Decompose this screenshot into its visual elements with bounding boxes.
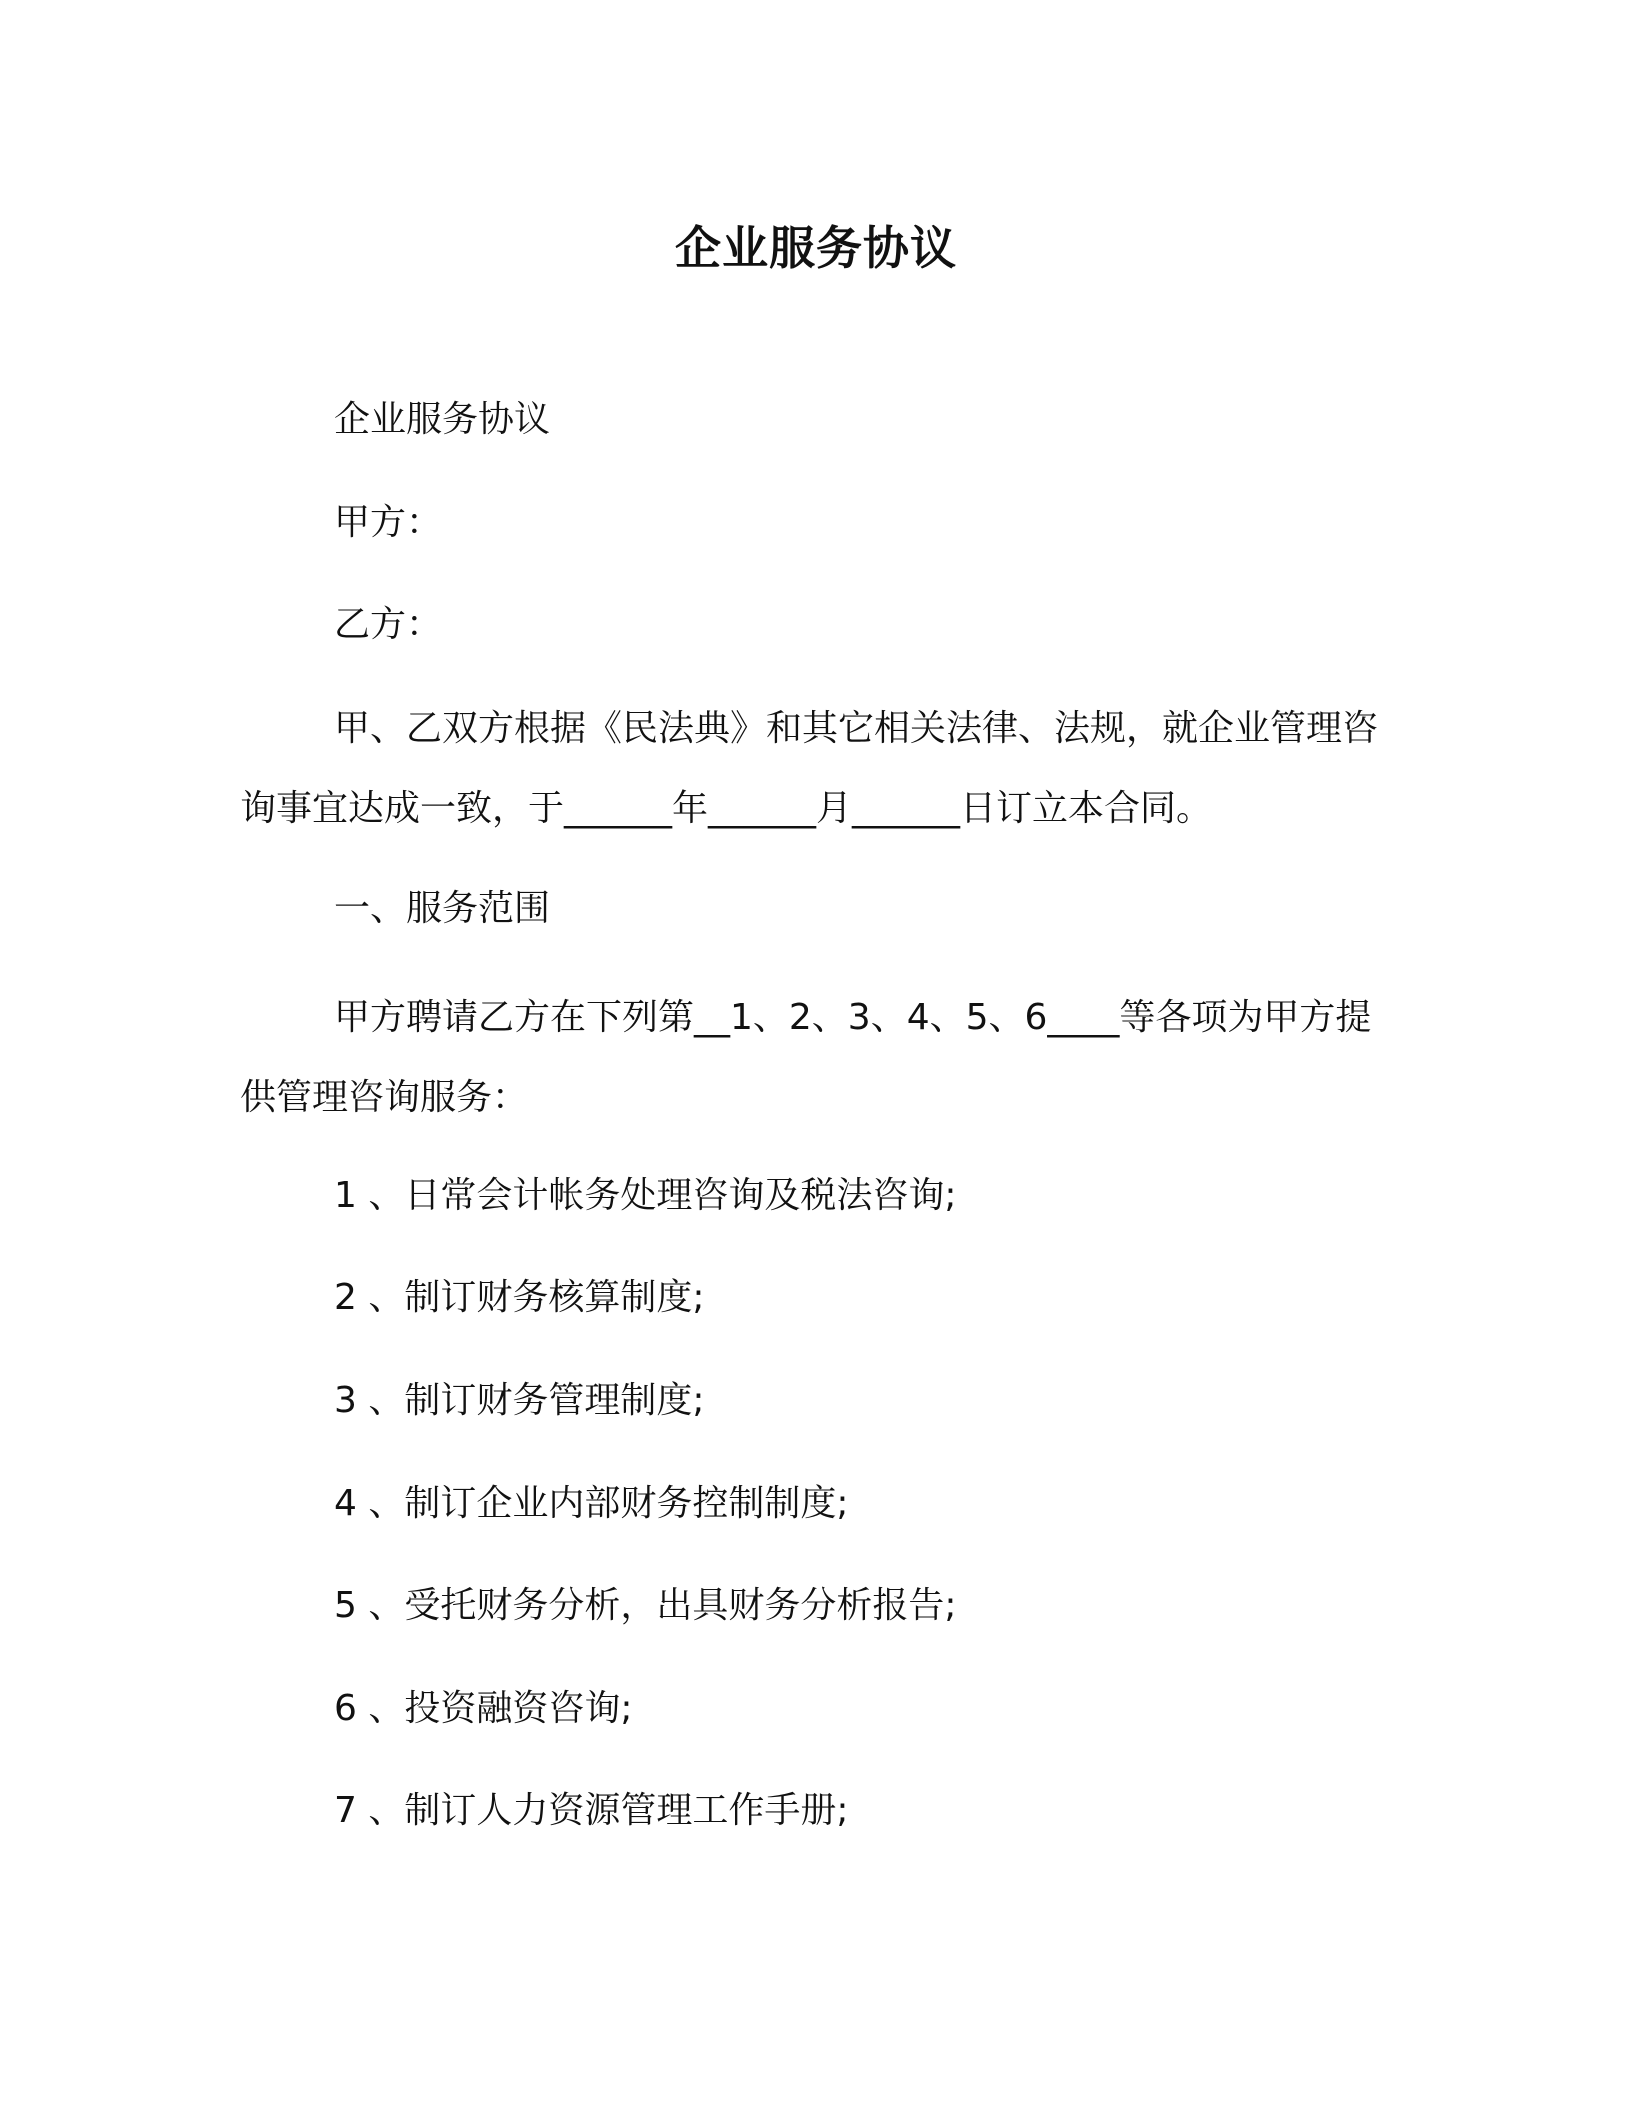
- list-item: 1 、日常会计帐务处理咨询及税法咨询;: [334, 1175, 957, 1216]
- document-title: 企业服务协议: [675, 221, 957, 275]
- list-item: 3 、制订财务管理制度;: [334, 1380, 705, 1421]
- party-b-label: 乙方：: [334, 604, 443, 645]
- list-item: 7 、制订人力资源管理工作手册;: [334, 1790, 849, 1831]
- list-item: 5 、受托财务分析，出具财务分析报告;: [334, 1585, 957, 1626]
- section-1-heading: 一、服务范围: [334, 888, 551, 929]
- list-item: 2 、制订财务核算制度;: [334, 1277, 705, 1318]
- party-a-label: 甲方：: [334, 502, 443, 543]
- list-item: 6 、投资融资咨询;: [334, 1688, 633, 1729]
- document-subtitle: 企业服务协议: [334, 399, 551, 440]
- section-1-text: 甲方聘请乙方在下列第__1、2、3、4、5、6____等各项为甲方提供管理咨询服务：: [240, 997, 1372, 1118]
- list-item: 4 、制订企业内部财务控制制度;: [334, 1483, 849, 1524]
- intro-paragraph: 甲、乙双方根据《民法典》和其它相关法律、法规，就企业管理咨询事宜达成一致，于______年______月______日订立本合同。: [240, 708, 1379, 829]
